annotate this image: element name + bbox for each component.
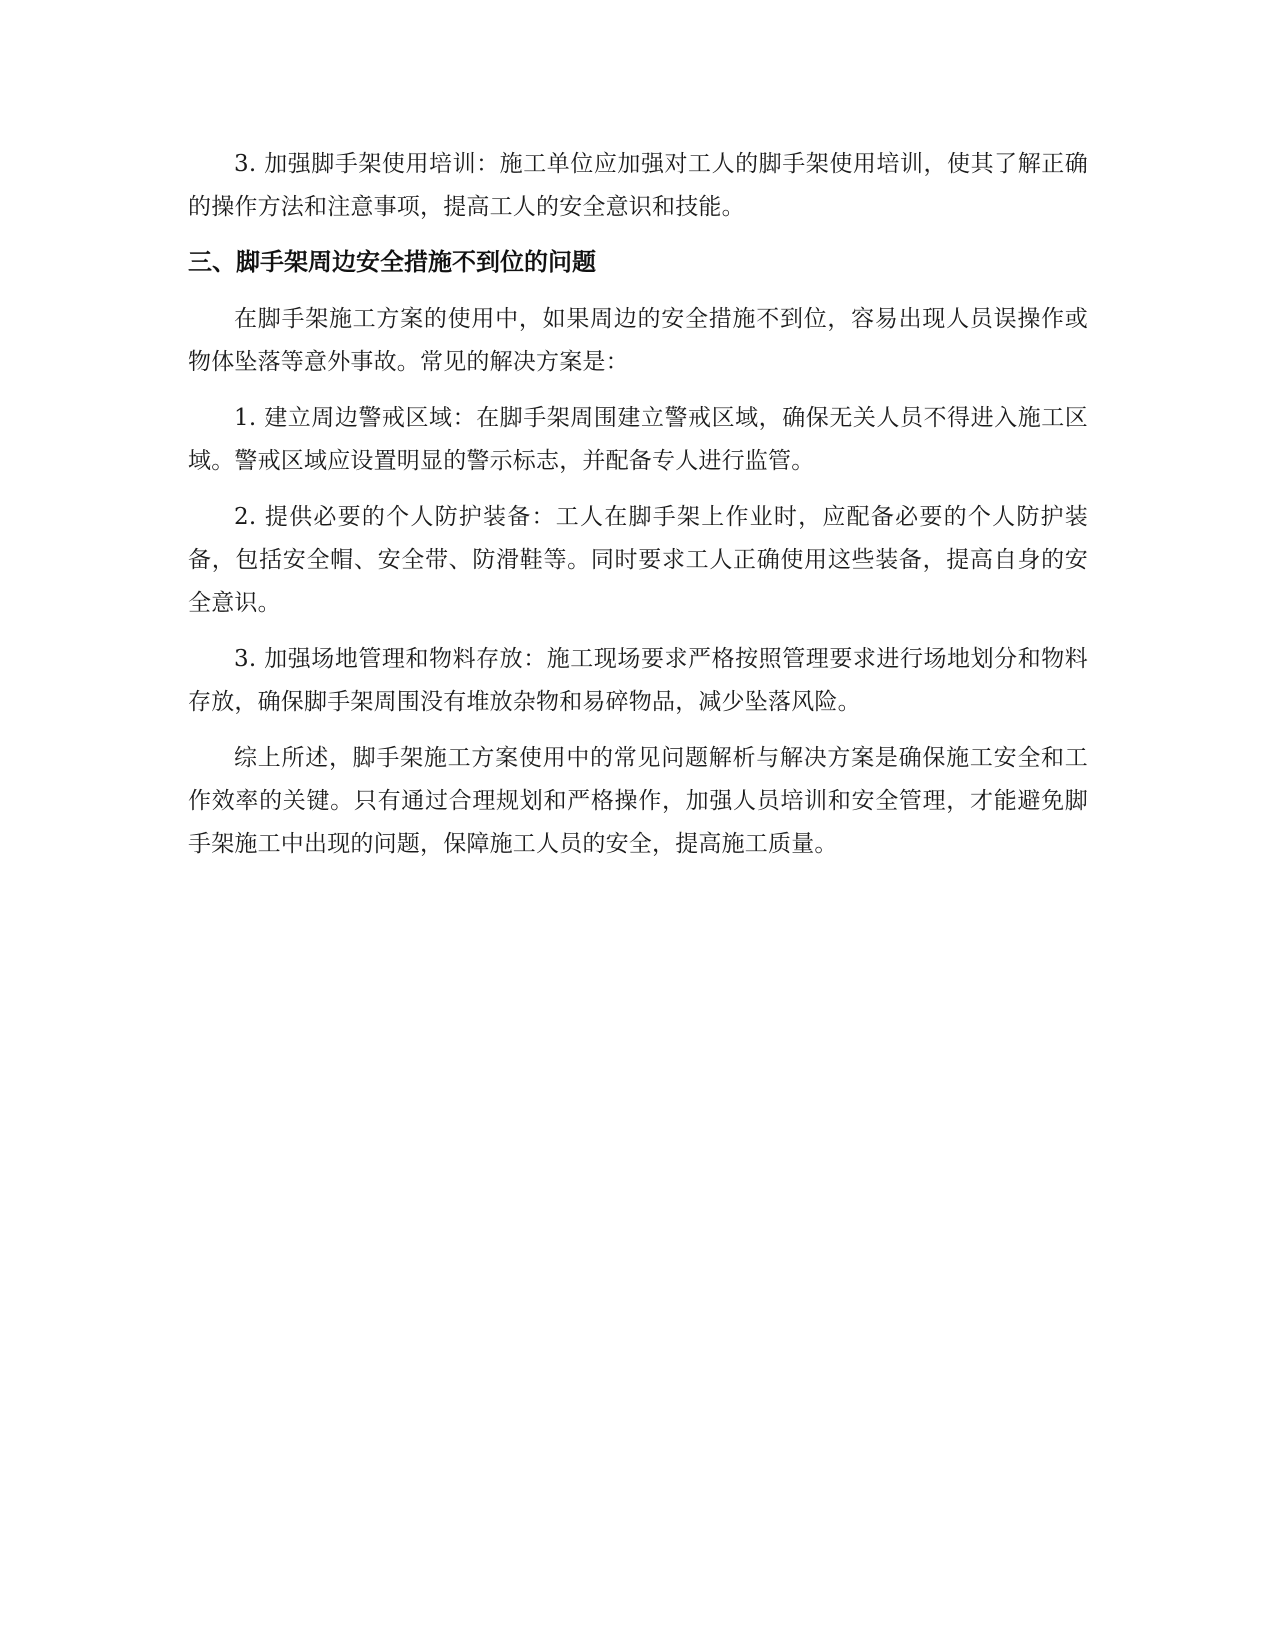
paragraph-protective-gear: 2. 提供必要的个人防护装备：工人在脚手架上作业时，应配备必要的个人防护装备，包括安全帽、安全带、防滑鞋等。同时要求工人正确使用这些装备，提高自身的安全意识。 <box>188 504 1088 616</box>
paragraph-conclusion: 综上所述，脚手架施工方案使用中的常见问题解析与解决方案是确保施工安全和工作效率的关键。只有通过合理规划和严格操作，加强人员培训和安全管理，才能避免脚手架施工中出现的问题，保障施工人员的安全，提高施工质量。 <box>188 745 1088 857</box>
paragraph-warning-zone: 1. 建立周边警戒区域：在脚手架周围建立警戒区域，确保无关人员不得进入施工区域。警戒区域应设置明显的警示标志，并配备专人进行监管。 <box>188 405 1088 474</box>
paragraph-site-management: 3. 加强场地管理和物料存放：施工现场要求严格按照管理要求进行场地划分和物料存放，确保脚手架周围没有堆放杂物和易碎物品，减少坠落风险。 <box>188 646 1088 715</box>
section-heading: 三、脚手架周边安全措施不到位的问题 <box>188 248 596 276</box>
document-page <box>188 143 1088 879</box>
paragraph-intro: 在脚手架施工方案的使用中，如果周边的安全措施不到位，容易出现人员误操作或物体坠落等意外事故。常见的解决方案是： <box>188 306 1088 375</box>
paragraph-training: 3. 加强脚手架使用培训：施工单位应加强对工人的脚手架使用培训，使其了解正确的操作方法和注意事项，提高工人的安全意识和技能。 <box>188 151 1088 220</box>
